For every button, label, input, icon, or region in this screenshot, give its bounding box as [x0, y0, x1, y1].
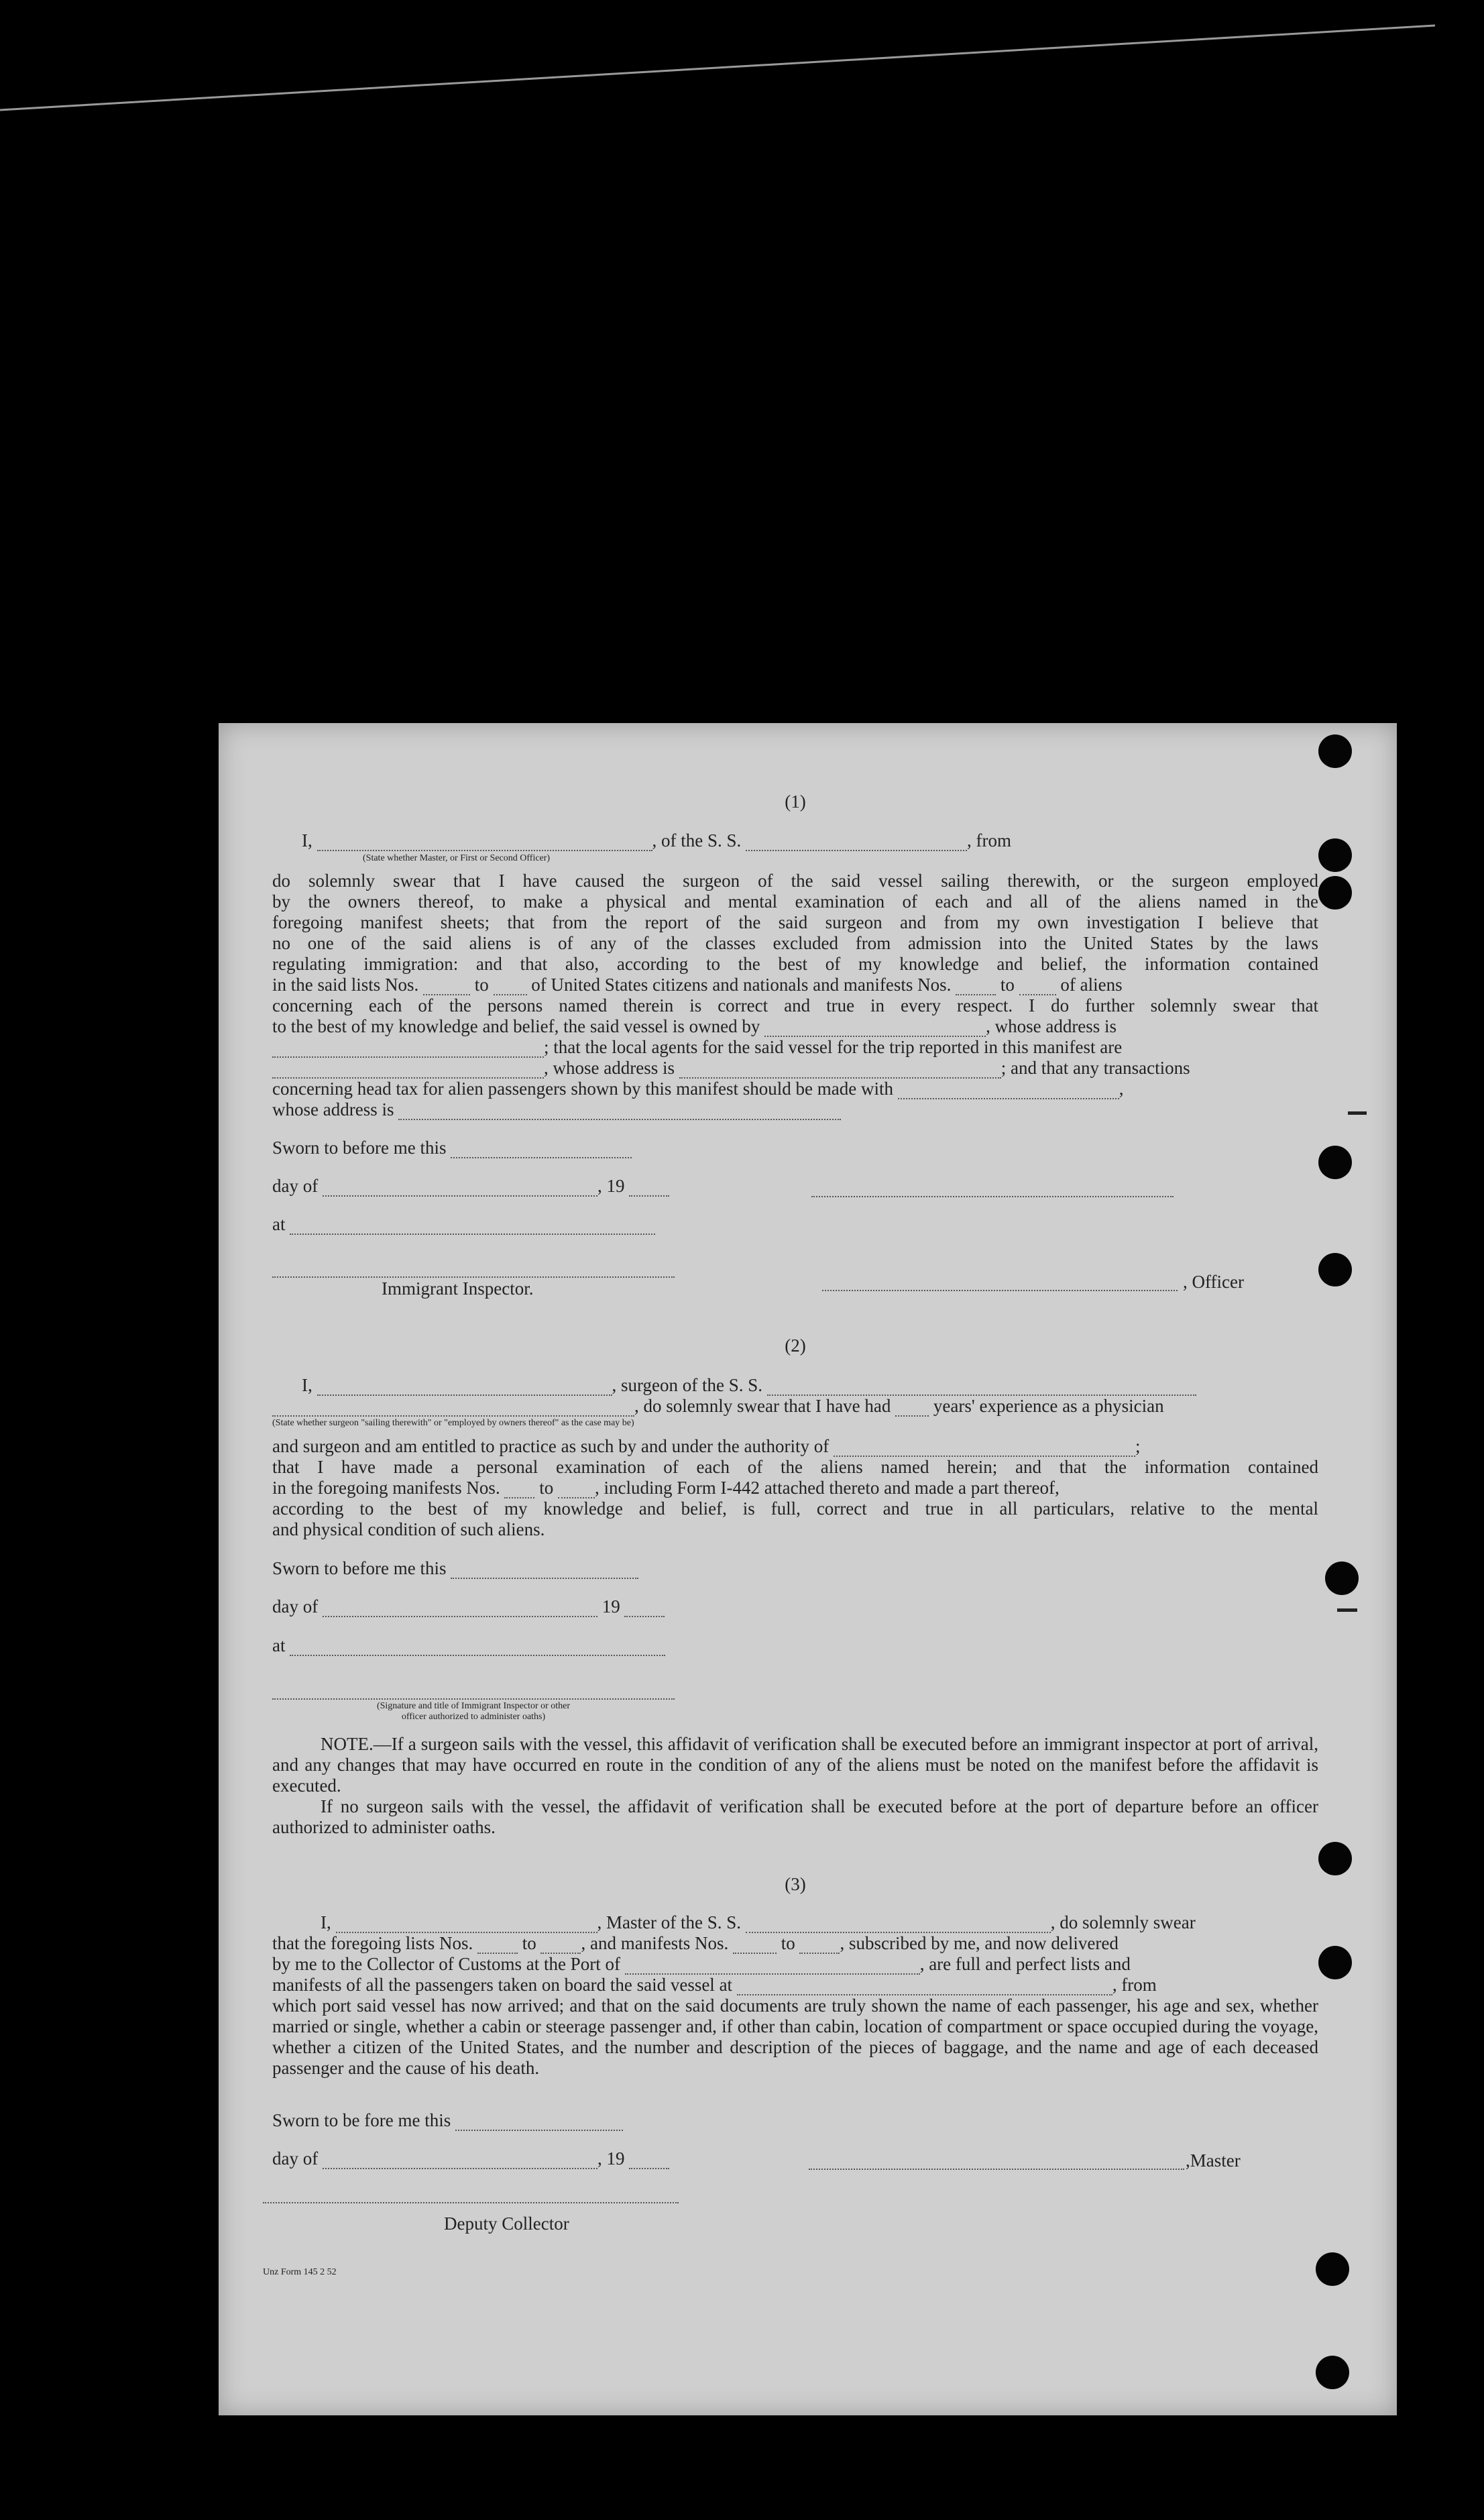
agents-field[interactable] [272, 1062, 544, 1079]
s2-authority-line [272, 1436, 1318, 1457]
port-field[interactable] [625, 1959, 920, 1975]
s3-day-line [272, 2148, 1318, 2169]
s1-day-field[interactable] [323, 1181, 597, 1197]
s3-sworn-field[interactable] [455, 2115, 623, 2131]
s1-of-ss: , of the S. S. [652, 830, 742, 851]
binder-hole [1318, 1146, 1352, 1179]
s2-state-note: (State whether surgeon "sailing therewith" or "employed by owners thereof" as the case may be) [272, 1418, 634, 1428]
s3-perfect-lists: , are full and perfect lists and [919, 1954, 1131, 1974]
s1-whose-address: whose address is [272, 1099, 394, 1119]
manifests-to-field[interactable] [1019, 979, 1056, 995]
master-name-field[interactable] [336, 1917, 597, 1933]
authority-field[interactable] [834, 1441, 1135, 1457]
manifest-affidavit-page [219, 723, 1397, 2415]
s2-manifests-to[interactable] [558, 1482, 595, 1498]
s3-line-i [272, 1912, 1318, 1933]
s1-transactions-text: ; and that any transactions [1001, 1058, 1190, 1078]
s2-at-field[interactable] [290, 1640, 665, 1656]
s2-sworn-line [272, 1558, 1318, 1579]
s3-year-field[interactable] [629, 2153, 669, 2169]
s1-body-line: foregoing manifest sheets; that from the report of the said surgeon and from my own investigation I believe that [272, 912, 1318, 932]
s1-lists-label: in the said lists Nos. [272, 975, 419, 995]
head-tax-field[interactable] [898, 1083, 1119, 1099]
s1-owner-line [272, 1016, 1318, 1037]
s1-at-line [272, 1214, 1318, 1235]
years-field[interactable] [895, 1401, 929, 1417]
form-number: Unz Form 145 2 52 [263, 2267, 337, 2277]
lists-to-field[interactable] [494, 979, 527, 995]
s2-body-line: and physical condition of such aliens. [272, 1519, 545, 1539]
s3-from: , from [1112, 1975, 1157, 1995]
s1-comma: , [1119, 1079, 1124, 1099]
s3-boarded: manifests of all the passengers taken on board the said vessel at [272, 1975, 733, 1995]
s2-at-line [272, 1635, 1318, 1656]
s3-master: , Master of the S. S. [597, 1912, 741, 1932]
s1-body-line: concerning each of the persons named therein is correct and true in every respect. I do further solemnly swear that [272, 995, 1318, 1016]
officer-name-field[interactable] [317, 835, 652, 851]
s2-semicolon: ; [1135, 1436, 1141, 1456]
s2-vessel-field[interactable] [767, 1380, 1196, 1396]
s1-at-field[interactable] [290, 1219, 655, 1235]
owner-address-field[interactable] [272, 1042, 544, 1058]
binder-hole [1318, 734, 1352, 768]
s2-year-field[interactable] [624, 1601, 665, 1617]
s2-to: to [539, 1478, 554, 1498]
s2-swear: , do solemnly swear that I have had [634, 1396, 891, 1416]
s3-i: I, [321, 1912, 331, 1932]
s2-line-2 [272, 1396, 1318, 1417]
vessel-name-field[interactable] [746, 835, 967, 851]
s1-body [272, 871, 1318, 1120]
section-3-number: (3) [785, 1874, 806, 1894]
s1-to-2: to [1000, 975, 1015, 995]
s1-sworn-field[interactable] [451, 1142, 632, 1158]
s1-body-line: do solemnly swear that I have caused the surgeon of the said vessel sailing therewith, or the surgeon employed [272, 871, 1318, 891]
s3-vessel-field[interactable] [746, 1917, 1051, 1933]
s1-manifests-label: of United States citizens and nationals and manifests Nos. [531, 975, 952, 995]
s3-body-text: which port said vessel has now arrived; and that on the said documents are truly shown the name of each passenger, his age and sex, whether married or single, whether a cabin or steerage passenger and, if other than cabin, location of compartment or space occupied during the voyage, whether a citizen of the United States, and the number and description of the pieces of baggage, and the name and age of each deceased passenger and the cause of his death. [272, 1995, 1318, 2078]
s1-agents-text: ; that the local agents for the said vessel for the trip reported in this manifest are [544, 1037, 1123, 1057]
s3-lists-from[interactable] [477, 1938, 518, 1954]
s3-manifests-from[interactable] [733, 1938, 777, 1954]
s1-day-line [272, 1176, 1318, 1197]
section-2-number: (2) [785, 1335, 806, 1356]
s2-manifests-line [272, 1478, 1318, 1498]
s2-i: I, [302, 1375, 312, 1395]
s2-manifests: in the foregoing manifests Nos. [272, 1478, 500, 1498]
s3-lists-line [272, 1933, 1318, 1954]
s3-nineteen: , 19 [597, 2148, 625, 2169]
note-paragraph-1: NOTE.—If a surgeon sails with the vessel, this affidavit of verification shall be executed before an immigrant inspector at port of arrival, and any changes that may have occurred en route in the condition of any of the aliens must be noted on the manifest before the affidavit is executed. [272, 1734, 1318, 1796]
note-paragraph-2: If no surgeon sails with the vessel, the affidavit of verification shall be executed before at the port of departure before an officer authorized to administer oaths. [272, 1796, 1318, 1837]
s1-address-label: , whose address is [986, 1016, 1117, 1036]
s3-day-field[interactable] [323, 2153, 597, 2169]
s2-sworn: Sworn to before me this [272, 1558, 447, 1578]
s3-body [272, 1933, 1318, 2079]
s1-nineteen: , 19 [597, 1176, 625, 1196]
s1-officer-signature-line[interactable] [811, 1195, 1174, 1197]
s3-delivered: , subscribed by me, and now delivered [840, 1933, 1119, 1953]
s1-head-tax-text: concerning head tax for alien passengers shown by this manifest should be made with [272, 1079, 894, 1099]
s3-port: by me to the Collector of Customs at the Port of [272, 1954, 620, 1974]
s1-inspector-signature-line[interactable] [272, 1275, 675, 1278]
s1-to: to [474, 975, 489, 995]
s2-years: years' experience as a physician [933, 1396, 1164, 1416]
s3-deputy-label: Deputy Collector [444, 2213, 569, 2234]
binder-hole [1325, 1562, 1359, 1595]
s2-authority: and surgeon and am entitled to practice as such by and under the authority of [272, 1436, 830, 1456]
s2-nineteen: 19 [602, 1596, 620, 1617]
s3-to: to [522, 1933, 536, 1953]
s2-day-field[interactable] [323, 1601, 597, 1617]
s1-whose-address-line [272, 1099, 1318, 1120]
s2-form: , including Form I-442 attached thereto and made a part thereof, [594, 1478, 1060, 1498]
s2-body-line: according to the best of my knowledge and belief, is full, correct and true in all particulars, relative to the mental [272, 1498, 1318, 1519]
head-tax-address-field[interactable] [398, 1104, 841, 1120]
scan-edge-line [0, 0, 1484, 134]
s1-agents-address-line [272, 1058, 1318, 1079]
boarding-port-field[interactable] [737, 1979, 1112, 1995]
s2-day-of: day of [272, 1596, 319, 1617]
binder-hole [1318, 1946, 1352, 1979]
s1-state-note: (State whether Master, or First or Second Officer) [363, 853, 551, 863]
scan-mark [1348, 1111, 1367, 1115]
s2-signature-line[interactable] [272, 1697, 675, 1700]
s2-manifests-from[interactable] [504, 1482, 534, 1498]
s1-agents-line [272, 1037, 1318, 1058]
s2-sig-note [272, 1701, 675, 1722]
s1-body-line: no one of the said aliens is of any of the classes excluded from admission into the United States by the laws [272, 933, 1318, 953]
binder-hole [1318, 838, 1352, 872]
s3-manifests-to[interactable] [799, 1938, 840, 1954]
lists-from-field[interactable] [423, 979, 470, 995]
s1-sworn-line [272, 1138, 1318, 1158]
s1-line-i [272, 830, 1318, 851]
s1-year-field[interactable] [629, 1181, 669, 1197]
s1-address-label-2: , whose address is [544, 1058, 675, 1078]
manifests-from-field[interactable] [956, 979, 996, 995]
s3-port-line [272, 1954, 1318, 1975]
s2-body-line: that I have made a personal examination of each of the aliens named herein; and that the information contained [272, 1457, 1318, 1477]
s3-sworn: Sworn to be fore me this [272, 2110, 451, 2130]
s3-lists: that the foregoing lists Nos. [272, 1933, 473, 1953]
scan-mark [1337, 1608, 1357, 1612]
s3-to-2: to [781, 1933, 795, 1953]
owner-field[interactable] [764, 1021, 986, 1037]
surgeon-status-field[interactable] [272, 1401, 634, 1417]
surgeon-name-field[interactable] [317, 1380, 612, 1396]
s1-officer-label: , Officer [1183, 1272, 1244, 1292]
s1-sworn: Sworn to before me this [272, 1138, 447, 1158]
s3-lists-to[interactable] [540, 1938, 581, 1954]
s1-head-tax-line [272, 1079, 1318, 1099]
s3-boarded-line [272, 1975, 1318, 1995]
s3-day-of: day of [272, 2148, 319, 2169]
s3-swear: , do solemnly swear [1050, 1912, 1196, 1932]
s3-manifests: , and manifests Nos. [581, 1933, 729, 1953]
s2-surgeon: , surgeon of the S. S. [612, 1375, 763, 1395]
agents-address-field[interactable] [679, 1062, 1001, 1079]
s1-owned-by: to the best of my knowledge and belief, the said vessel is owned by [272, 1016, 760, 1036]
s2-at: at [272, 1635, 286, 1655]
s1-at: at [272, 1214, 286, 1234]
s1-inspector-label: Immigrant Inspector. [382, 1278, 534, 1299]
s3-master-label: ,Master [1186, 2150, 1241, 2171]
s1-body-line: by the owners thereof, to make a physical and mental examination of each and all of the aliens named in the [272, 891, 1318, 912]
s2-day-line [272, 1596, 1318, 1617]
s3-master-signature-line[interactable] [809, 2167, 1184, 2170]
s2-sig-note-2: officer authorized to administer oaths) [401, 1712, 546, 1722]
s1-lists-line [272, 975, 1318, 995]
s2-sworn-field[interactable] [451, 1563, 638, 1579]
s1-body-line: regulating immigration: and that also, according to the best of my knowledge and belief, the information contained [272, 954, 1318, 974]
binder-hole [1318, 1253, 1352, 1286]
s1-i: I, [302, 830, 312, 851]
s1-officer-line[interactable] [822, 1289, 1178, 1291]
s2-body [272, 1436, 1318, 1540]
s1-from: , from [967, 830, 1011, 851]
binder-hole [1318, 876, 1352, 910]
binder-hole [1318, 1842, 1352, 1875]
s3-sworn-line [272, 2110, 1318, 2131]
s1-day-of: day of [272, 1176, 319, 1196]
s1-of-aliens: of aliens [1060, 975, 1123, 995]
binder-hole [1316, 2356, 1349, 2389]
s2-sig-note-1: (Signature and title of Immigrant Inspector or other [376, 1701, 571, 1711]
section-1-number: (1) [785, 791, 806, 812]
s3-deputy-signature-line[interactable] [263, 2201, 679, 2203]
s2-line-i [272, 1375, 1318, 1396]
binder-hole [1316, 2252, 1349, 2286]
